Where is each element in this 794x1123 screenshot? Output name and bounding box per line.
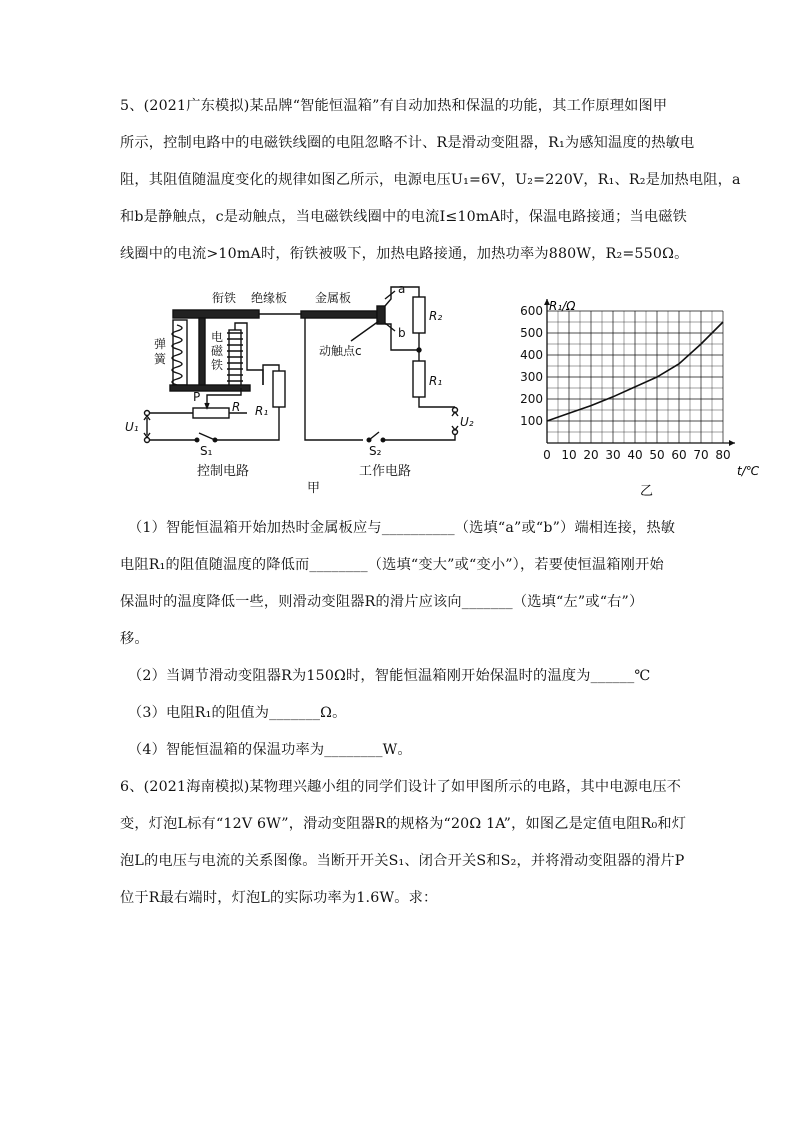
resistance-temperature-chart [515, 290, 760, 505]
y-tick-label: 600 [520, 304, 543, 318]
label-magnet-1: 电 [211, 330, 224, 344]
x-tick-label: 0 [543, 448, 551, 462]
q1-line-2: 电阻R₁的阻值随温度的降低而________（选填“变大”或“变小”），若要使恒温箱刚开始 [120, 557, 664, 573]
x-tick-label: 80 [715, 448, 731, 462]
y-tick-label: 200 [520, 392, 543, 406]
x-tick-label: 20 [583, 448, 599, 462]
x-tick-label: 70 [693, 448, 709, 462]
p5-line-5: 线圈中的电流>10mA时，衔铁被吸下，加热电路接通，加热功率为880W，R₂=550Ω。 [120, 246, 689, 262]
x-tick-label: 50 [649, 448, 665, 462]
label-spring-1: 弹 [154, 337, 167, 351]
label-s1: S₁ [200, 444, 213, 458]
q1-line-4: 移。 [120, 631, 149, 647]
label-a: a [398, 282, 406, 296]
chart-axes [544, 299, 735, 446]
chart-grid [547, 311, 723, 443]
chart-y-label: R₁/Ω [549, 299, 576, 313]
label-control-circuit: 控制电路 [197, 464, 250, 479]
q1-line-3: 保温时的温度降低一些，则滑动变阻器R的滑片应该向_______（选填“左”或“右”） [120, 594, 644, 610]
y-tick-label: 300 [520, 370, 543, 384]
p6-line-3: 泡L的电压与电流的关系图像。当断开开关S₁、闭合开关S和S₂，并将滑动变阻器的滑片P [120, 853, 685, 869]
q4: （4）智能恒温箱的保温功率为________W。 [128, 742, 412, 758]
figure-caption-jia: 甲 [307, 481, 321, 496]
p5-line-2: 所示，控制电路中的电磁铁线圈的电阻忽略不计、R是滑动变阻器，R₁为感知温度的热敏电 [120, 135, 695, 151]
chart-x-label: t/℃ [737, 464, 760, 478]
x-tick-label: 60 [671, 448, 687, 462]
label-magnet-2: 磁 [211, 344, 224, 358]
x-tick-label: 30 [605, 448, 621, 462]
x-tick-label: 10 [561, 448, 577, 462]
y-tick-label: 500 [520, 326, 543, 340]
q3: （3）电阻R₁的阻值为_______Ω。 [128, 705, 347, 721]
p6-line-2: 变，灯泡L标有“12V 6W”，滑动变阻器R的规格为“20Ω 1A”，如图乙是定值电阻R₀和灯 [120, 816, 687, 832]
p5-line-4: 和b是静触点，c是动触点，当电磁铁线圈中的电流I≤10mA时，保温电路接通；当电磁铁 [120, 209, 688, 225]
label-c: 动触点c [319, 344, 362, 358]
label-s2: S₂ [369, 444, 382, 458]
label-working-circuit: 工作电路 [359, 464, 412, 479]
label-r2: R₂ [429, 309, 443, 323]
label-r1-heater: R₁ [429, 374, 443, 388]
label-metal-plate: 金属板 [315, 291, 352, 305]
circuit-diagram [115, 275, 475, 495]
p5-line-3: 阻，其阻值随温度变化的规律如图乙所示，电源电压U₁=6V，U₂=220V，R₁、R₂是加热电阻，a [120, 172, 741, 188]
p6-line-4: 位于R最右端时，灯泡L的实际功率为1.6W。求： [120, 890, 438, 906]
label-b: b [398, 326, 406, 340]
y-tick-label: 400 [520, 348, 543, 362]
p5-line-1: 5、(2021广东模拟)某品牌“智能恒温箱”有自动加热和保温的功能，其工作原理如图甲 [120, 98, 668, 114]
label-spring-2: 簧 [154, 352, 167, 366]
x-tick-label: 40 [627, 448, 643, 462]
x-axis-arrow [729, 440, 735, 446]
q2: （2）当调节滑动变阻器R为150Ω时，智能恒温箱刚开始保温时的温度为______℃ [128, 668, 651, 684]
chart-caption-yi: 乙 [640, 484, 654, 499]
label-u2: U₂ [460, 415, 474, 429]
chart-tick-labels [520, 304, 731, 462]
label-magnet-3: 铁 [211, 358, 224, 372]
y-tick-label: 100 [520, 414, 543, 428]
label-r: R [232, 400, 241, 414]
label-p: P [193, 390, 201, 404]
label-u1: U₁ [125, 420, 139, 434]
q1-line-1: （1）智能恒温箱开始加热时金属板应与__________（选填“a”或“b”）端相连接，热敏 [128, 520, 676, 536]
label-armature: 衔铁 [212, 291, 237, 305]
label-rt: R₁ [255, 404, 269, 418]
p6-line-1: 6、(2021海南模拟)某物理兴趣小组的同学们设计了如甲图所示的电路，其中电源电压不 [120, 779, 682, 795]
label-insulator: 绝缘板 [251, 291, 288, 305]
